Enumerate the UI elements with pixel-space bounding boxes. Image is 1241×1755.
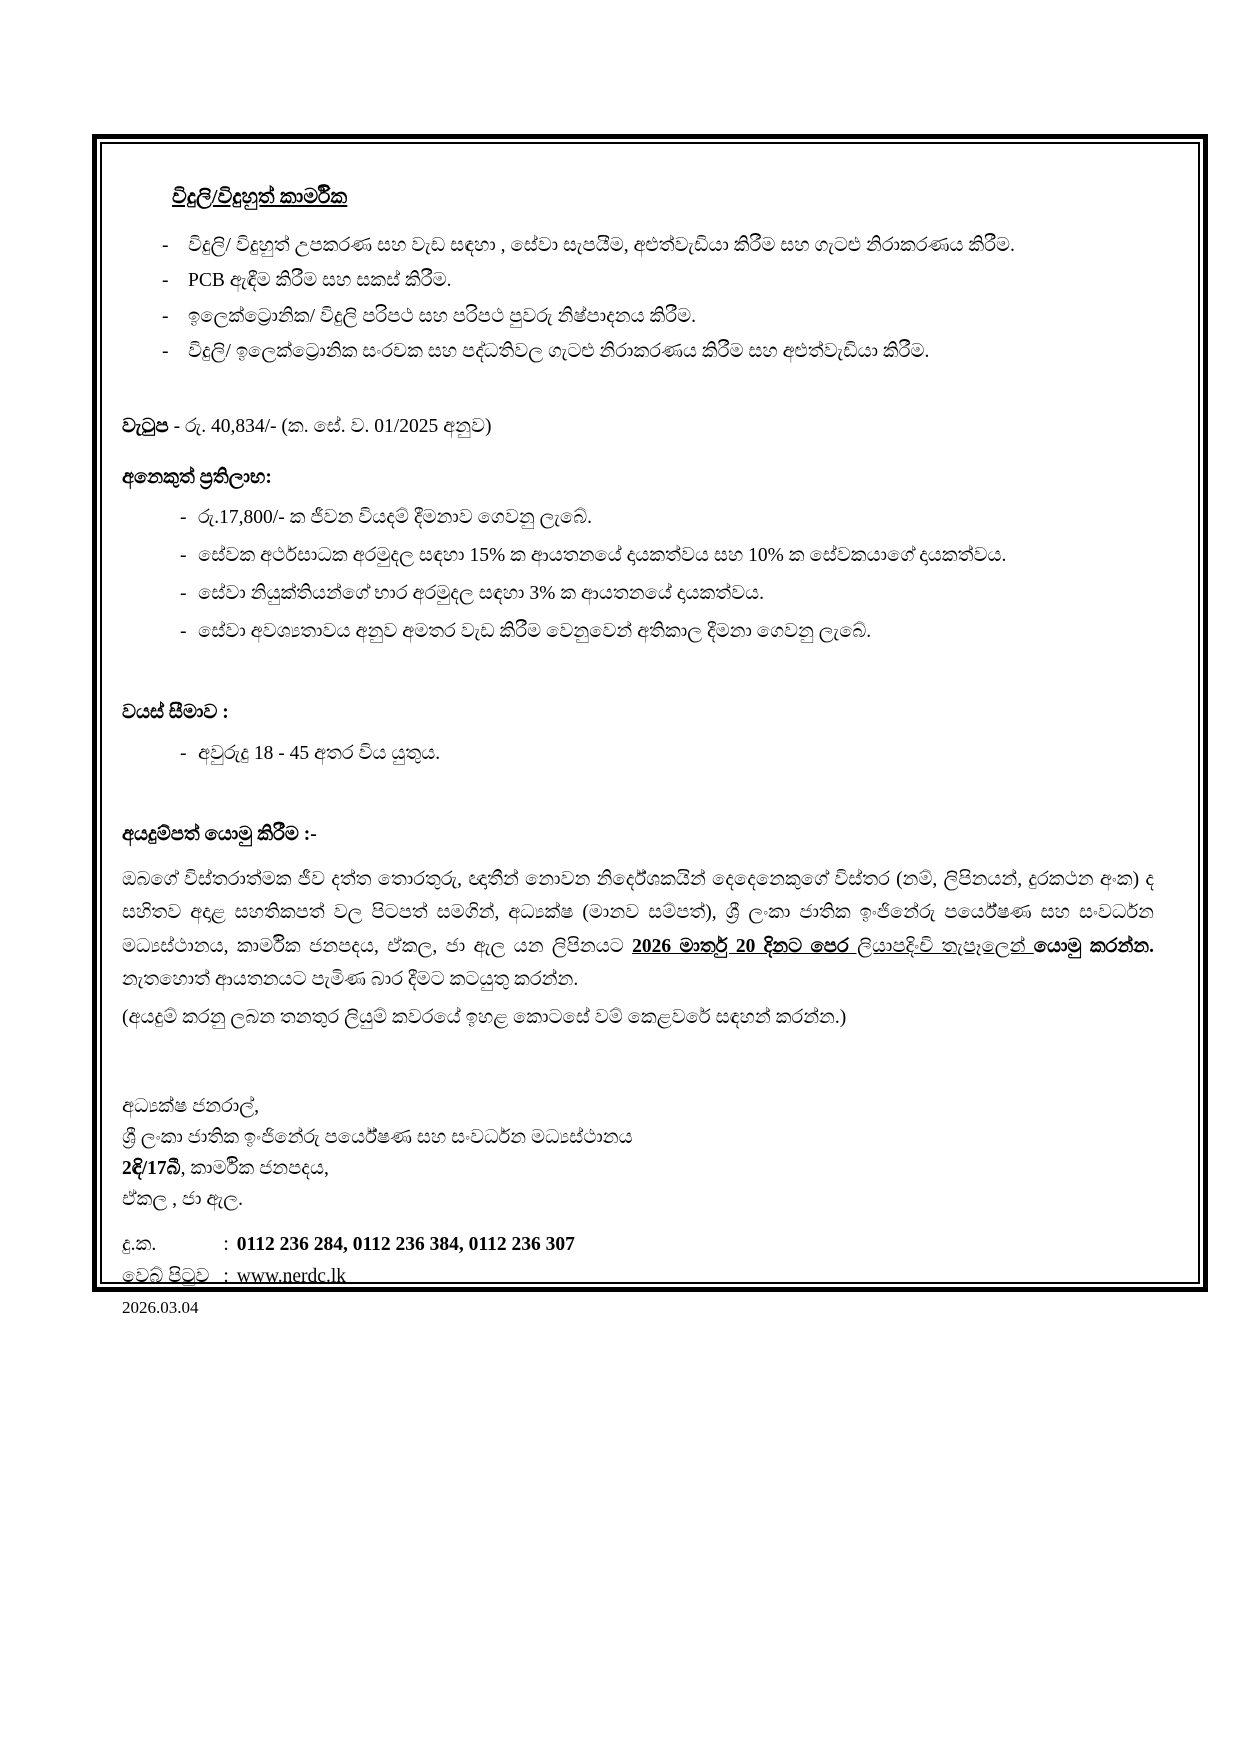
- salary-value: රු. 40,834/- (ක. සේ. ව. 01/2025 අනුව): [184, 415, 492, 437]
- organisation-name: ශ්‍රී ලංකා ජාතික ඉංජිනේරු පර්යේෂණ සහ සංවර්ධන මධ්‍යස්ථානය: [122, 1127, 633, 1149]
- application-title: අයදුම්පත් යොමු කිරීම :-: [122, 823, 317, 845]
- duty-item: - ඉලෙක්ට්‍රොනික/ විදුලි පරිපථ සහ පරිපථ පුවරු නිෂ්පාදනය කිරීම.: [120, 301, 1158, 333]
- contact-row-phone: [122, 1230, 575, 1262]
- benefit-item: - සේවක අර්ථසාධක අරමුදල සඳහා 15% ක ආයතනයේ දායකත්වය සහ 10% ක සේවකයාගේ දායකත්වය.: [120, 540, 1158, 572]
- application-deadline: 2026 මාර්තු 20 දිනට පෙර: [632, 935, 849, 957]
- application-body-part-2: ලියාපදිංචි තැපෑලෙන්: [848, 935, 1034, 957]
- address-number: 2ඳි/17බී: [122, 1158, 181, 1180]
- address-street: [122, 1154, 1158, 1185]
- benefit-item: - සේවා නියුක්තියන්ගේ භාර අරමුදල සඳහා 3% ක ආයතනයේ දායකත්වය.: [120, 578, 1158, 610]
- spacer: [120, 776, 1158, 798]
- age-limit-item: - අවුරුදු 18 - 45 අතර විය යුතුය.: [120, 738, 1158, 770]
- website-label: වෙබ් පිටුව: [122, 1265, 210, 1287]
- benefit-item: - සේවා අවශ්‍යතාවය අනුව අමතර වැඩ කිරීම වෙනුවෙන් අතිකාල දීමනා ගෙවනු ලැබේ.: [120, 616, 1158, 648]
- document-content: [108, 150, 1192, 1318]
- application-body-part-1: ඔබගේ විස්තරාත්මක ජීව දත්ත තොරතුරු, ඥාතීන් නොවන නිර්දේශකයින් දෙදෙනෙකුගේ විස්තර (නම්, ලිපිනයන්, දුරකථන අංක) ද සහිතව අදාළ සහතිකපත් වල පිටපත් සමගින්, අධ්‍යක්ෂ (මානව සම්පත්), ශ්‍රී ලංකා ජාතික ඉංජිනේරු පර්යේෂණ සහ සංවර්ධන මධ්‍යස්ථානය, කාර්මික ජනපදය, ඒකල, ජා ඇල යන ලිපිනයට: [122, 868, 1154, 957]
- phone-numbers: 0112 236 284, 0112 236 384, 0112 236 307: [236, 1233, 575, 1255]
- age-limit-title: වයස් සීමාව :: [122, 702, 229, 724]
- phone-separator: :: [223, 1233, 229, 1255]
- signatory-designation: අධ්‍යක්ෂ ජනරාල්,: [122, 1096, 260, 1118]
- address-city: ඒකල , ජා ඇල.: [122, 1188, 244, 1210]
- duty-item: - PCB ඇඳීම කිරීම සහ සකස් කිරීම.: [120, 265, 1158, 297]
- salary-label: වැටුප: [122, 415, 169, 437]
- website-separator: :: [223, 1265, 229, 1287]
- salary-line: [120, 412, 1158, 441]
- age-limit-list: [120, 738, 1158, 770]
- other-benefits-list: [120, 502, 1158, 648]
- duties-list: [120, 230, 1158, 368]
- website-url[interactable]: www.nerdc.lk: [236, 1265, 346, 1287]
- application-submit-instruction: යොමු කරන්න.: [1033, 935, 1154, 957]
- benefit-item: - රු.17,800/- ක ජීවන වියදම් දීමනාව ගෙවනු ලැබේ.: [120, 502, 1158, 534]
- spacer: [120, 654, 1158, 676]
- spacer: [120, 1034, 1158, 1092]
- other-benefits-title: අනෙකුත් ප්‍රතිලාභ:: [122, 467, 272, 489]
- application-body: [122, 863, 1158, 997]
- address-estate: , කාර්මික ජනපදය,: [180, 1158, 329, 1180]
- phone-label: දු.ක.: [122, 1233, 157, 1255]
- spacer: [120, 372, 1158, 412]
- salary-dash: -: [173, 415, 181, 437]
- issue-date: 2026.03.04: [122, 1298, 199, 1318]
- contact-details: [122, 1230, 575, 1294]
- job-title-heading: විදුලි/විදුහුත් කාර්මික: [172, 186, 348, 208]
- signature-block: [120, 1092, 1158, 1215]
- application-envelope-note: (අයදුම් කරනු ලබන තනතුර ලියුම් කවරයේ ඉහළ කොටසේ වම් කෙළවරේ සඳහන් කරන්න.): [122, 1006, 847, 1028]
- duty-item: - විදුලි/ ඉලෙක්ට්‍රොනික සංරචක සහ පද්ධතිවල ගැටළු නිරාකරණය කිරීම සහ අළුත්වැඩියා කිරීම.: [120, 336, 1158, 368]
- application-body-part-3: නැතහොත් ආයතනයට පැමිණ බාර දීමට කටයුතු කරන්න.: [122, 969, 579, 991]
- duty-item: - විදුලි/ විදුහුත් උපකරණ සහ වැඩ සඳහා , සේවා සැපයීම, අළුත්වැඩියා කිරීම සහ ගැටළු නිරාකරණය කිරීම.: [120, 230, 1158, 262]
- contact-row-website: [122, 1262, 575, 1294]
